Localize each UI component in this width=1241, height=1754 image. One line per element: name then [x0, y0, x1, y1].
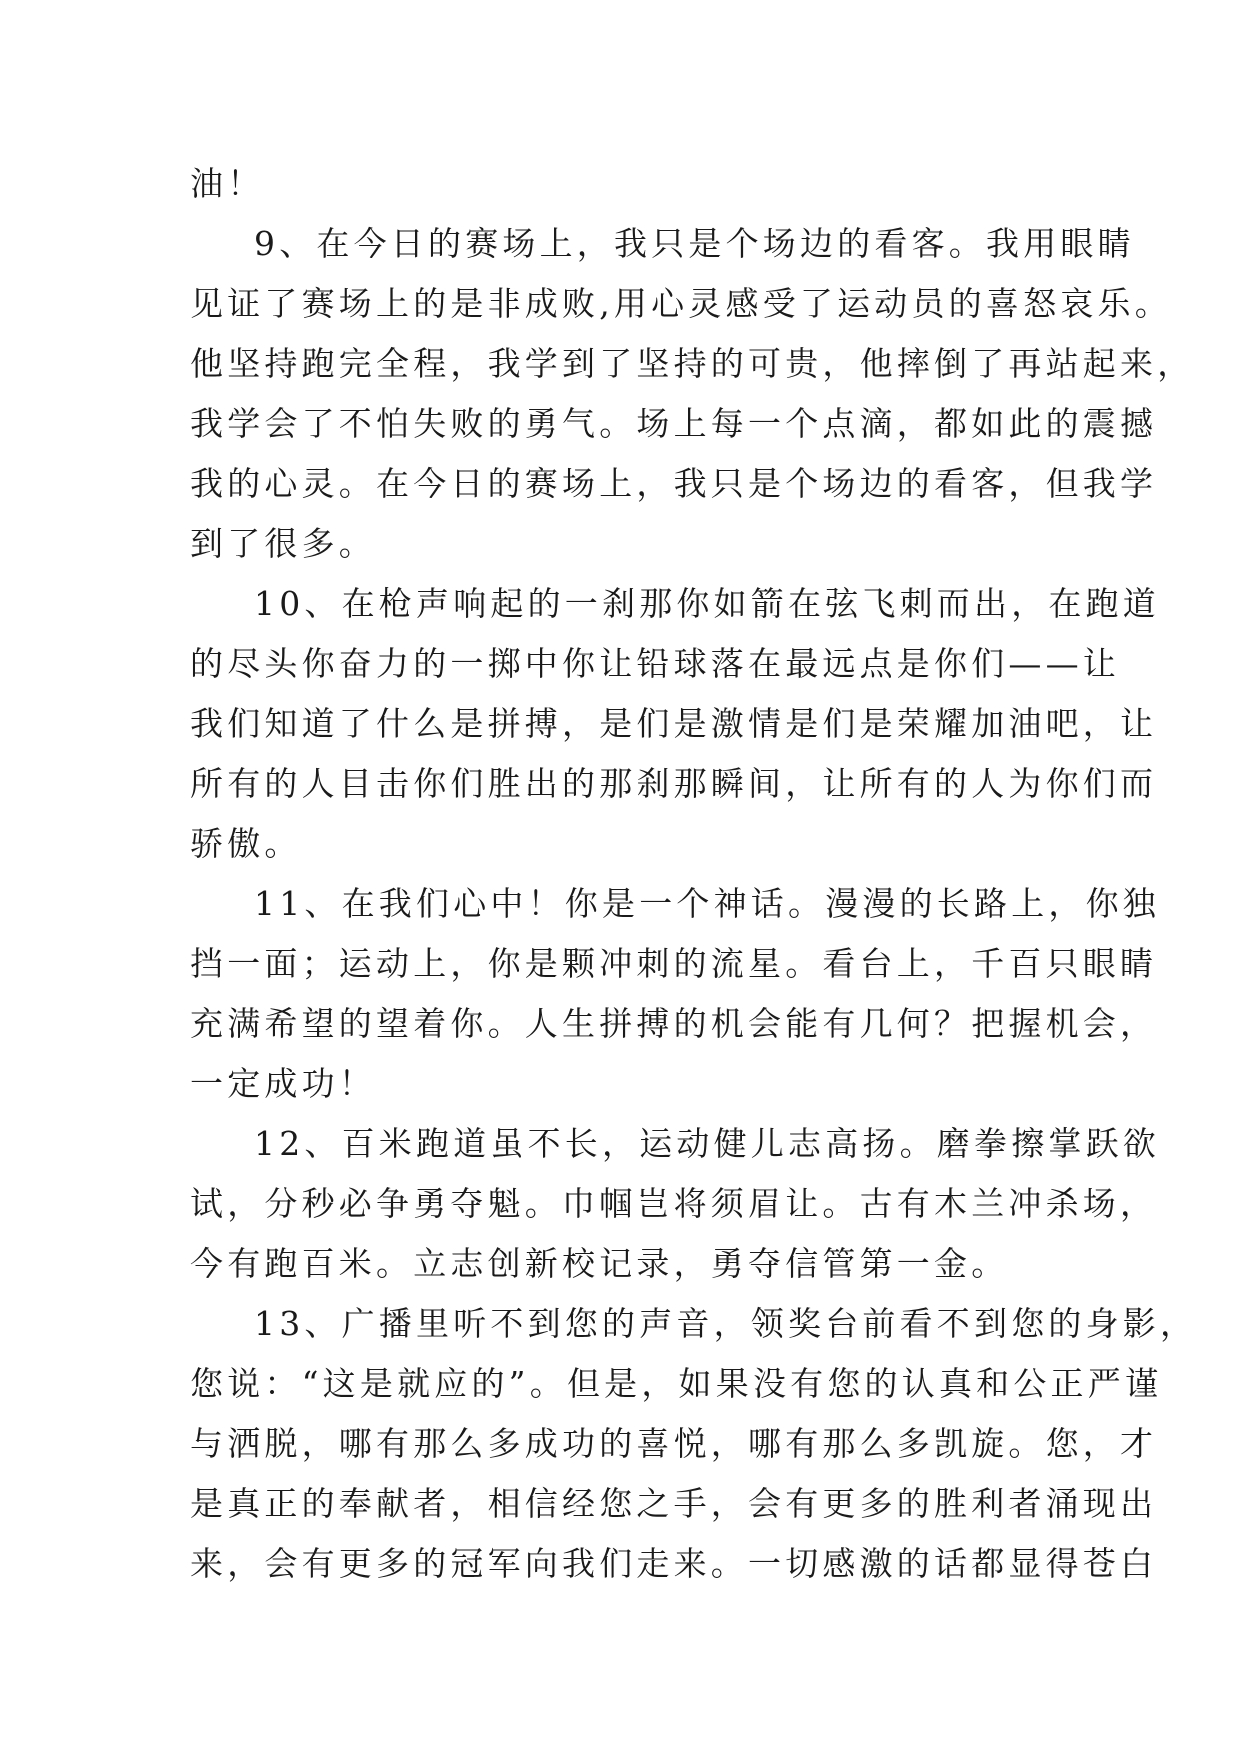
- text-line: 到了很多。: [190, 524, 376, 563]
- text-line: 我的心灵。在今日的赛场上，我只是个场边的看客，但我学: [190, 464, 1158, 503]
- text-line: 充满希望的望着你。人生拼搏的机会能有几何？把握机会，: [190, 1004, 1158, 1043]
- text-line: 所有的人目击你们胜出的那刹那瞬间，让所有的人为你们而: [190, 764, 1158, 803]
- text-line: 骄傲。: [190, 824, 302, 863]
- text-line: 13、广播里听不到您的声音，领奖台前看不到您的身影，: [254, 1304, 1198, 1343]
- text-line: 11、在我们心中！你是一个神话。漫漫的长路上，你独: [254, 884, 1160, 923]
- text-line: 挡一面；运动上，你是颗冲刺的流星。看台上，千百只眼睛: [190, 944, 1158, 983]
- text-line: 今有跑百米。立志创新校记录，勇夺信管第一金。: [190, 1244, 1009, 1283]
- text-line: 是真正的奉献者，相信经您之手，会有更多的胜利者涌现出: [190, 1484, 1158, 1523]
- text-line: 9、在今日的赛场上，我只是个场边的看客。我用眼睛: [254, 224, 1135, 263]
- text-line: 他坚持跑完全程，我学到了坚持的可贵，他摔倒了再站起来，: [190, 344, 1195, 383]
- text-line: 的尽头你奋力的一掷中你让铅球落在最远点是你们——让: [190, 644, 1120, 683]
- text-line: 来，会有更多的冠军向我们走来。一切感激的话都显得苍白: [190, 1544, 1158, 1583]
- text-line: 您说：“这是就应的”。但是，如果没有您的认真和公正严谨: [190, 1364, 1163, 1403]
- text-line: 我学会了不怕失败的勇气。场上每一个点滴，都如此的震撼: [190, 404, 1158, 443]
- text-line: 一定成功！: [190, 1064, 376, 1103]
- text-line: 10、在枪声响起的一刹那你如箭在弦飞刺而出，在跑道: [254, 584, 1160, 623]
- text-line: 我们知道了什么是拼搏，是们是激情是们是荣耀加油吧，让: [190, 704, 1158, 743]
- text-line: 12、百米跑道虽不长，运动健儿志高扬。磨拳擦掌跃欲: [254, 1124, 1160, 1163]
- text-line: 与洒脱，哪有那么多成功的喜悦，哪有那么多凯旋。您，才: [190, 1424, 1158, 1463]
- text-line: 试，分秒必争勇夺魁。巾帼岂将须眉让。古有木兰冲杀场，: [190, 1184, 1158, 1223]
- text-line: 见证了赛场上的是非成败,用心灵感受了运动员的喜怒哀乐。: [190, 284, 1172, 323]
- text-line: 油！: [190, 164, 265, 203]
